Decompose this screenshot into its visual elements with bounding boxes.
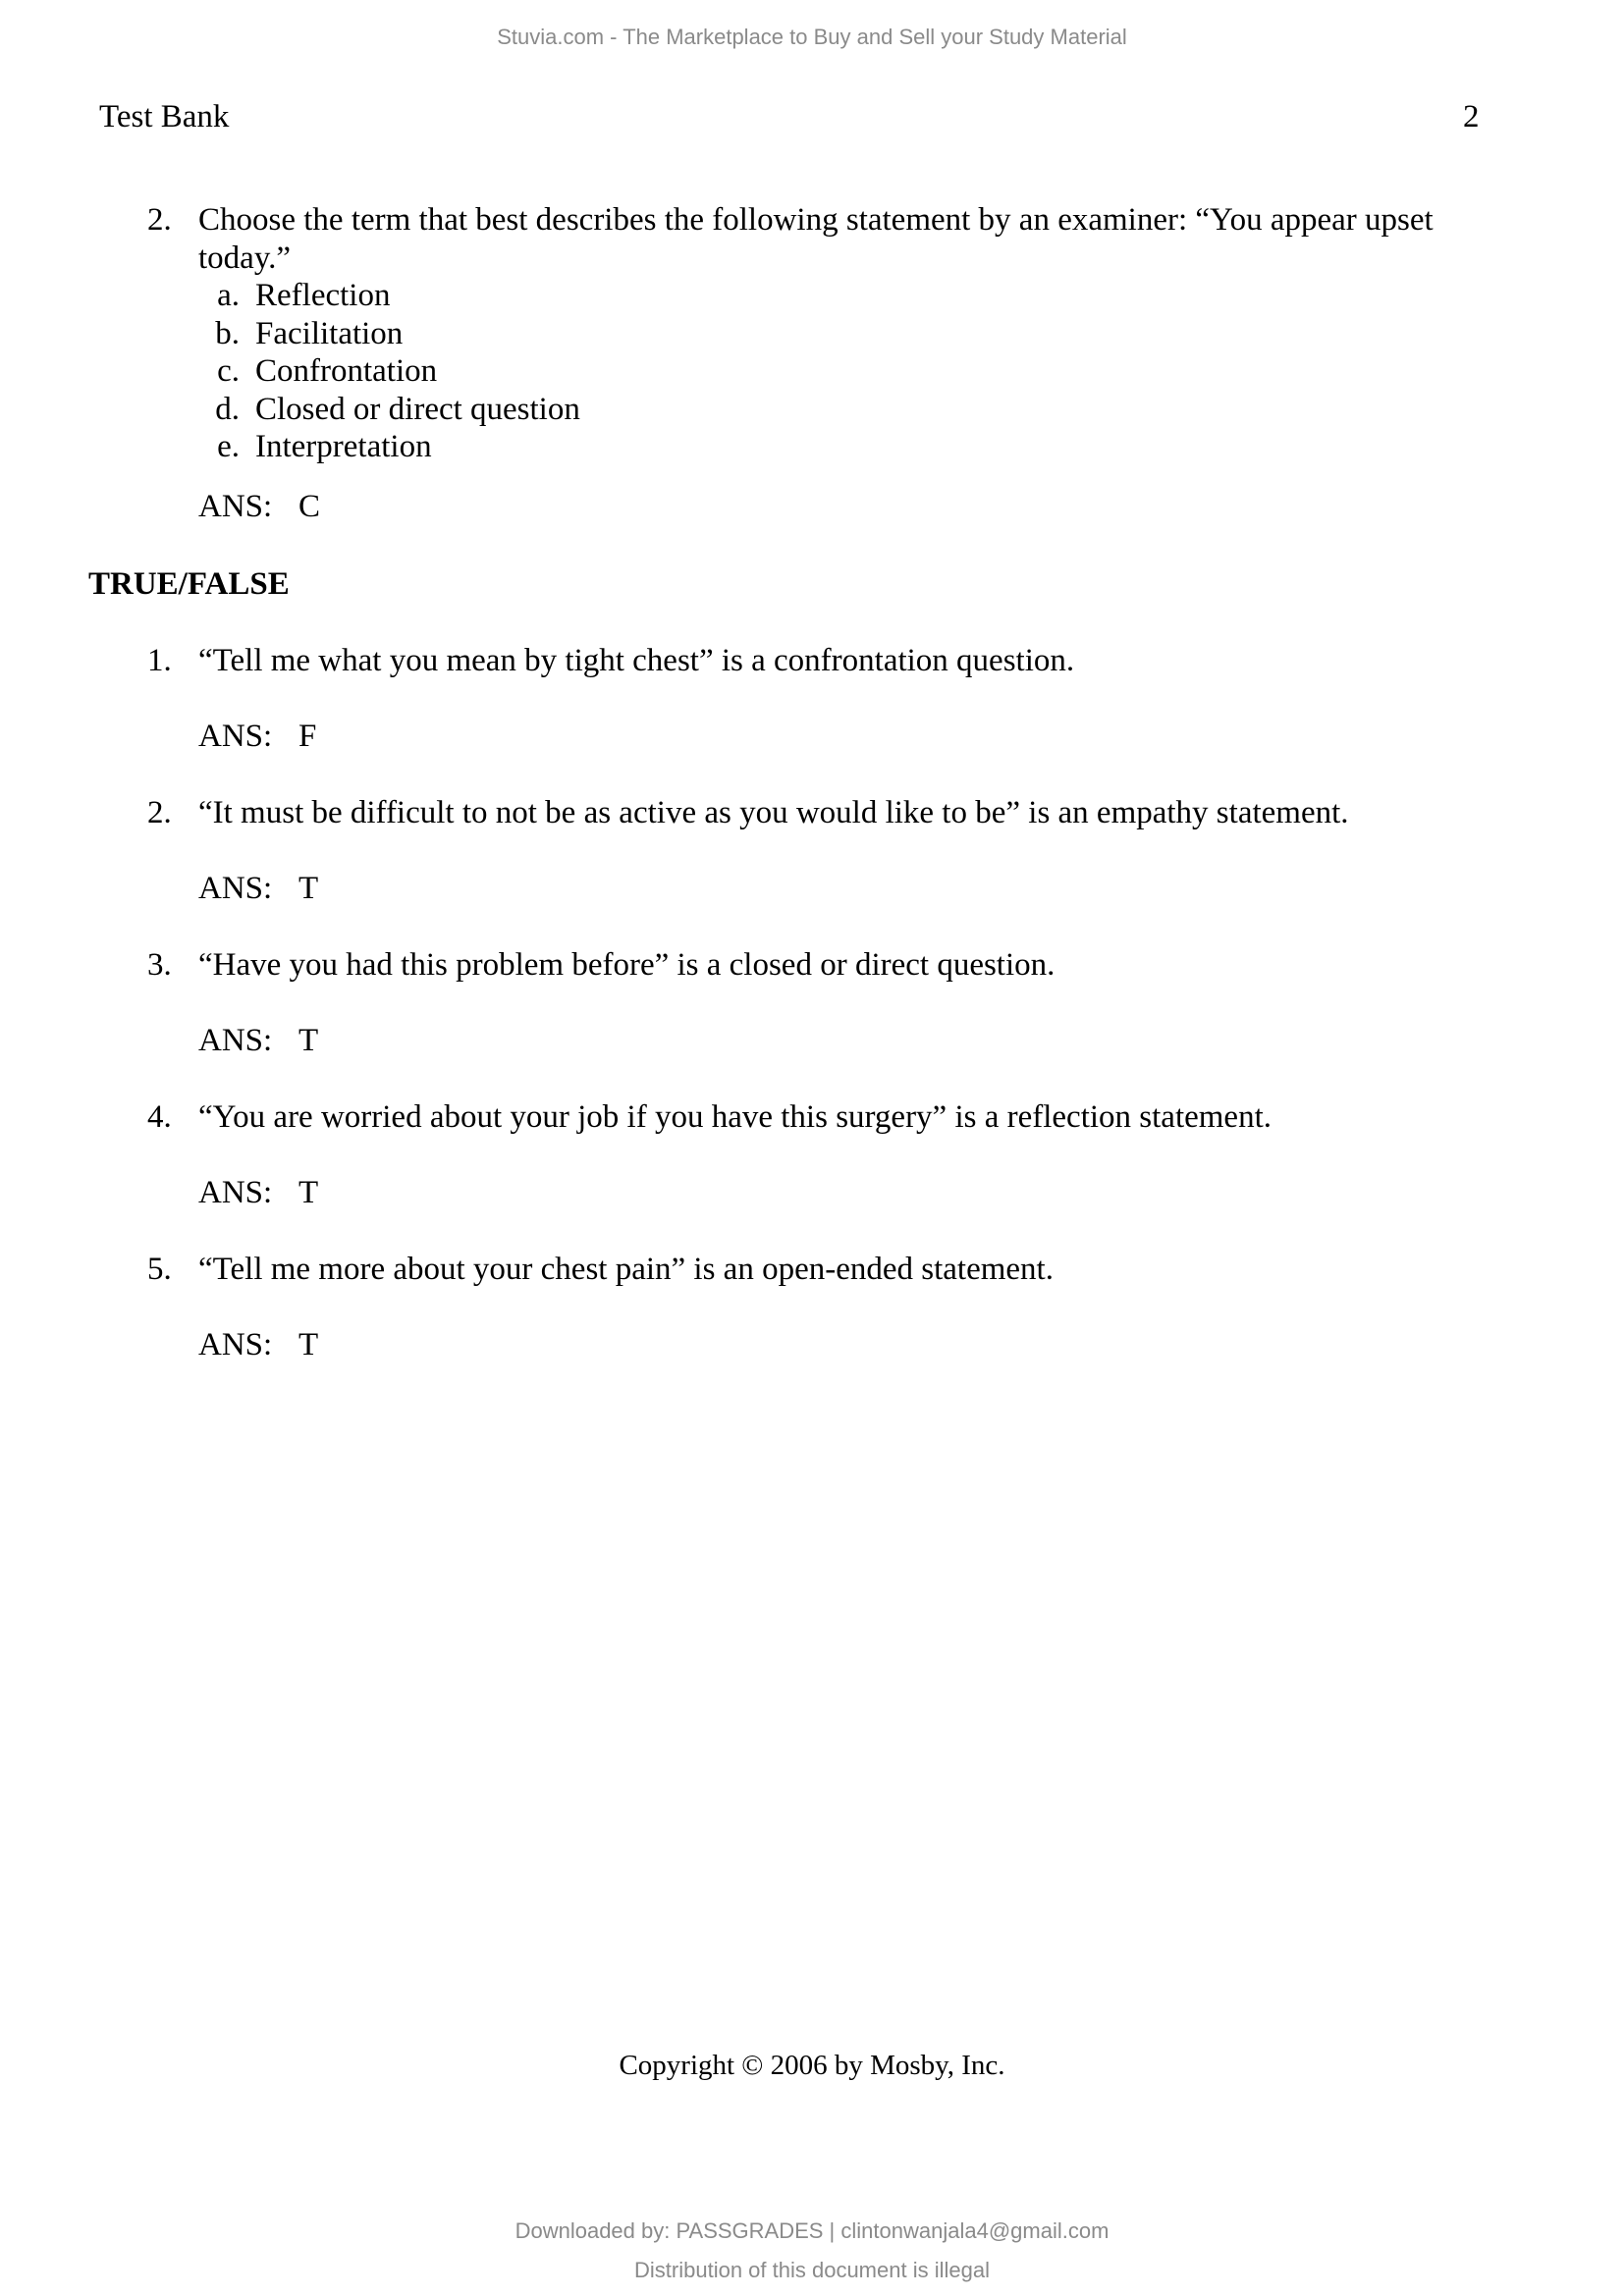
mc-answer (88, 488, 1483, 526)
answer-value: F (298, 719, 317, 754)
question-number: 2. (147, 202, 172, 238)
tf-question (88, 794, 1483, 832)
option-letter: e. (217, 429, 240, 464)
tf-answer (88, 1326, 1483, 1364)
answer-label: ANS: (198, 719, 273, 754)
tf-answer (88, 1174, 1483, 1212)
option-text: Confrontation (255, 353, 438, 389)
option-e (198, 428, 1483, 466)
option-letter: a. (217, 278, 240, 313)
answer-label: ANS: (198, 488, 273, 524)
answer-label: ANS: (198, 1327, 273, 1362)
answer-value: T (298, 1327, 319, 1362)
document-body (88, 201, 1483, 1364)
option-text: Reflection (255, 278, 391, 313)
answer-value: T (298, 1023, 319, 1058)
option-b (198, 315, 1483, 353)
answer-value: T (298, 1175, 319, 1210)
tf-question (88, 946, 1483, 985)
question-number: 3. (147, 946, 172, 983)
answer-label: ANS: (198, 871, 273, 906)
mc-question (88, 201, 1483, 466)
option-text: Closed or direct question (255, 391, 580, 427)
answer-value: C (298, 488, 321, 524)
option-text: Interpretation (255, 429, 432, 464)
option-letter: d. (215, 391, 240, 427)
tf-question (88, 642, 1483, 680)
option-text: Facilitation (255, 315, 404, 351)
answer-label: ANS: (198, 1175, 273, 1210)
option-letter: b. (215, 315, 240, 351)
answer-label: ANS: (198, 1023, 273, 1058)
copyright-footer: Copyright © 2006 by Mosby, Inc. (619, 2050, 1005, 2081)
question-text: “Tell me more about your chest pain” is an open-ended statement. (198, 1251, 1054, 1287)
question-text: Choose the term that best describes the following statement by an examiner: “You appear upset today.” (198, 202, 1434, 276)
distribution-notice: Distribution of this document is illegal (634, 2258, 990, 2282)
page-number: 2 (1463, 99, 1480, 134)
answer-options (198, 277, 1483, 466)
question-text: “It must be difficult to not be as active as you would like to be” is an empathy statement. (198, 794, 1349, 830)
tf-question (88, 1251, 1483, 1289)
section-heading-true-false: TRUE/FALSE (88, 566, 290, 602)
tf-answer (88, 870, 1483, 908)
tf-answer (88, 718, 1483, 756)
question-text: “You are worried about your job if you have this surgery” is a reflection statement. (198, 1098, 1272, 1135)
option-letter: c. (217, 353, 240, 389)
answer-value: T (298, 871, 319, 906)
question-number: 1. (147, 642, 172, 678)
option-a (198, 277, 1483, 315)
question-text: “Tell me what you mean by tight chest” is a confrontation question. (198, 642, 1075, 678)
tf-question (88, 1098, 1483, 1137)
option-d (198, 391, 1483, 429)
option-c (198, 352, 1483, 391)
running-header-title: Test Bank (99, 99, 230, 134)
question-number: 4. (147, 1098, 172, 1135)
tf-answer (88, 1022, 1483, 1060)
download-watermark: Downloaded by: PASSGRADES | clintonwanjala4@gmail.com (514, 2218, 1110, 2243)
question-text: “Have you had this problem before” is a closed or direct question. (198, 946, 1056, 983)
question-number: 2. (147, 794, 172, 830)
question-number: 5. (147, 1251, 172, 1287)
stuvia-watermark-top: Stuvia.com - The Marketplace to Buy and Sell your Study Material (497, 25, 1127, 49)
